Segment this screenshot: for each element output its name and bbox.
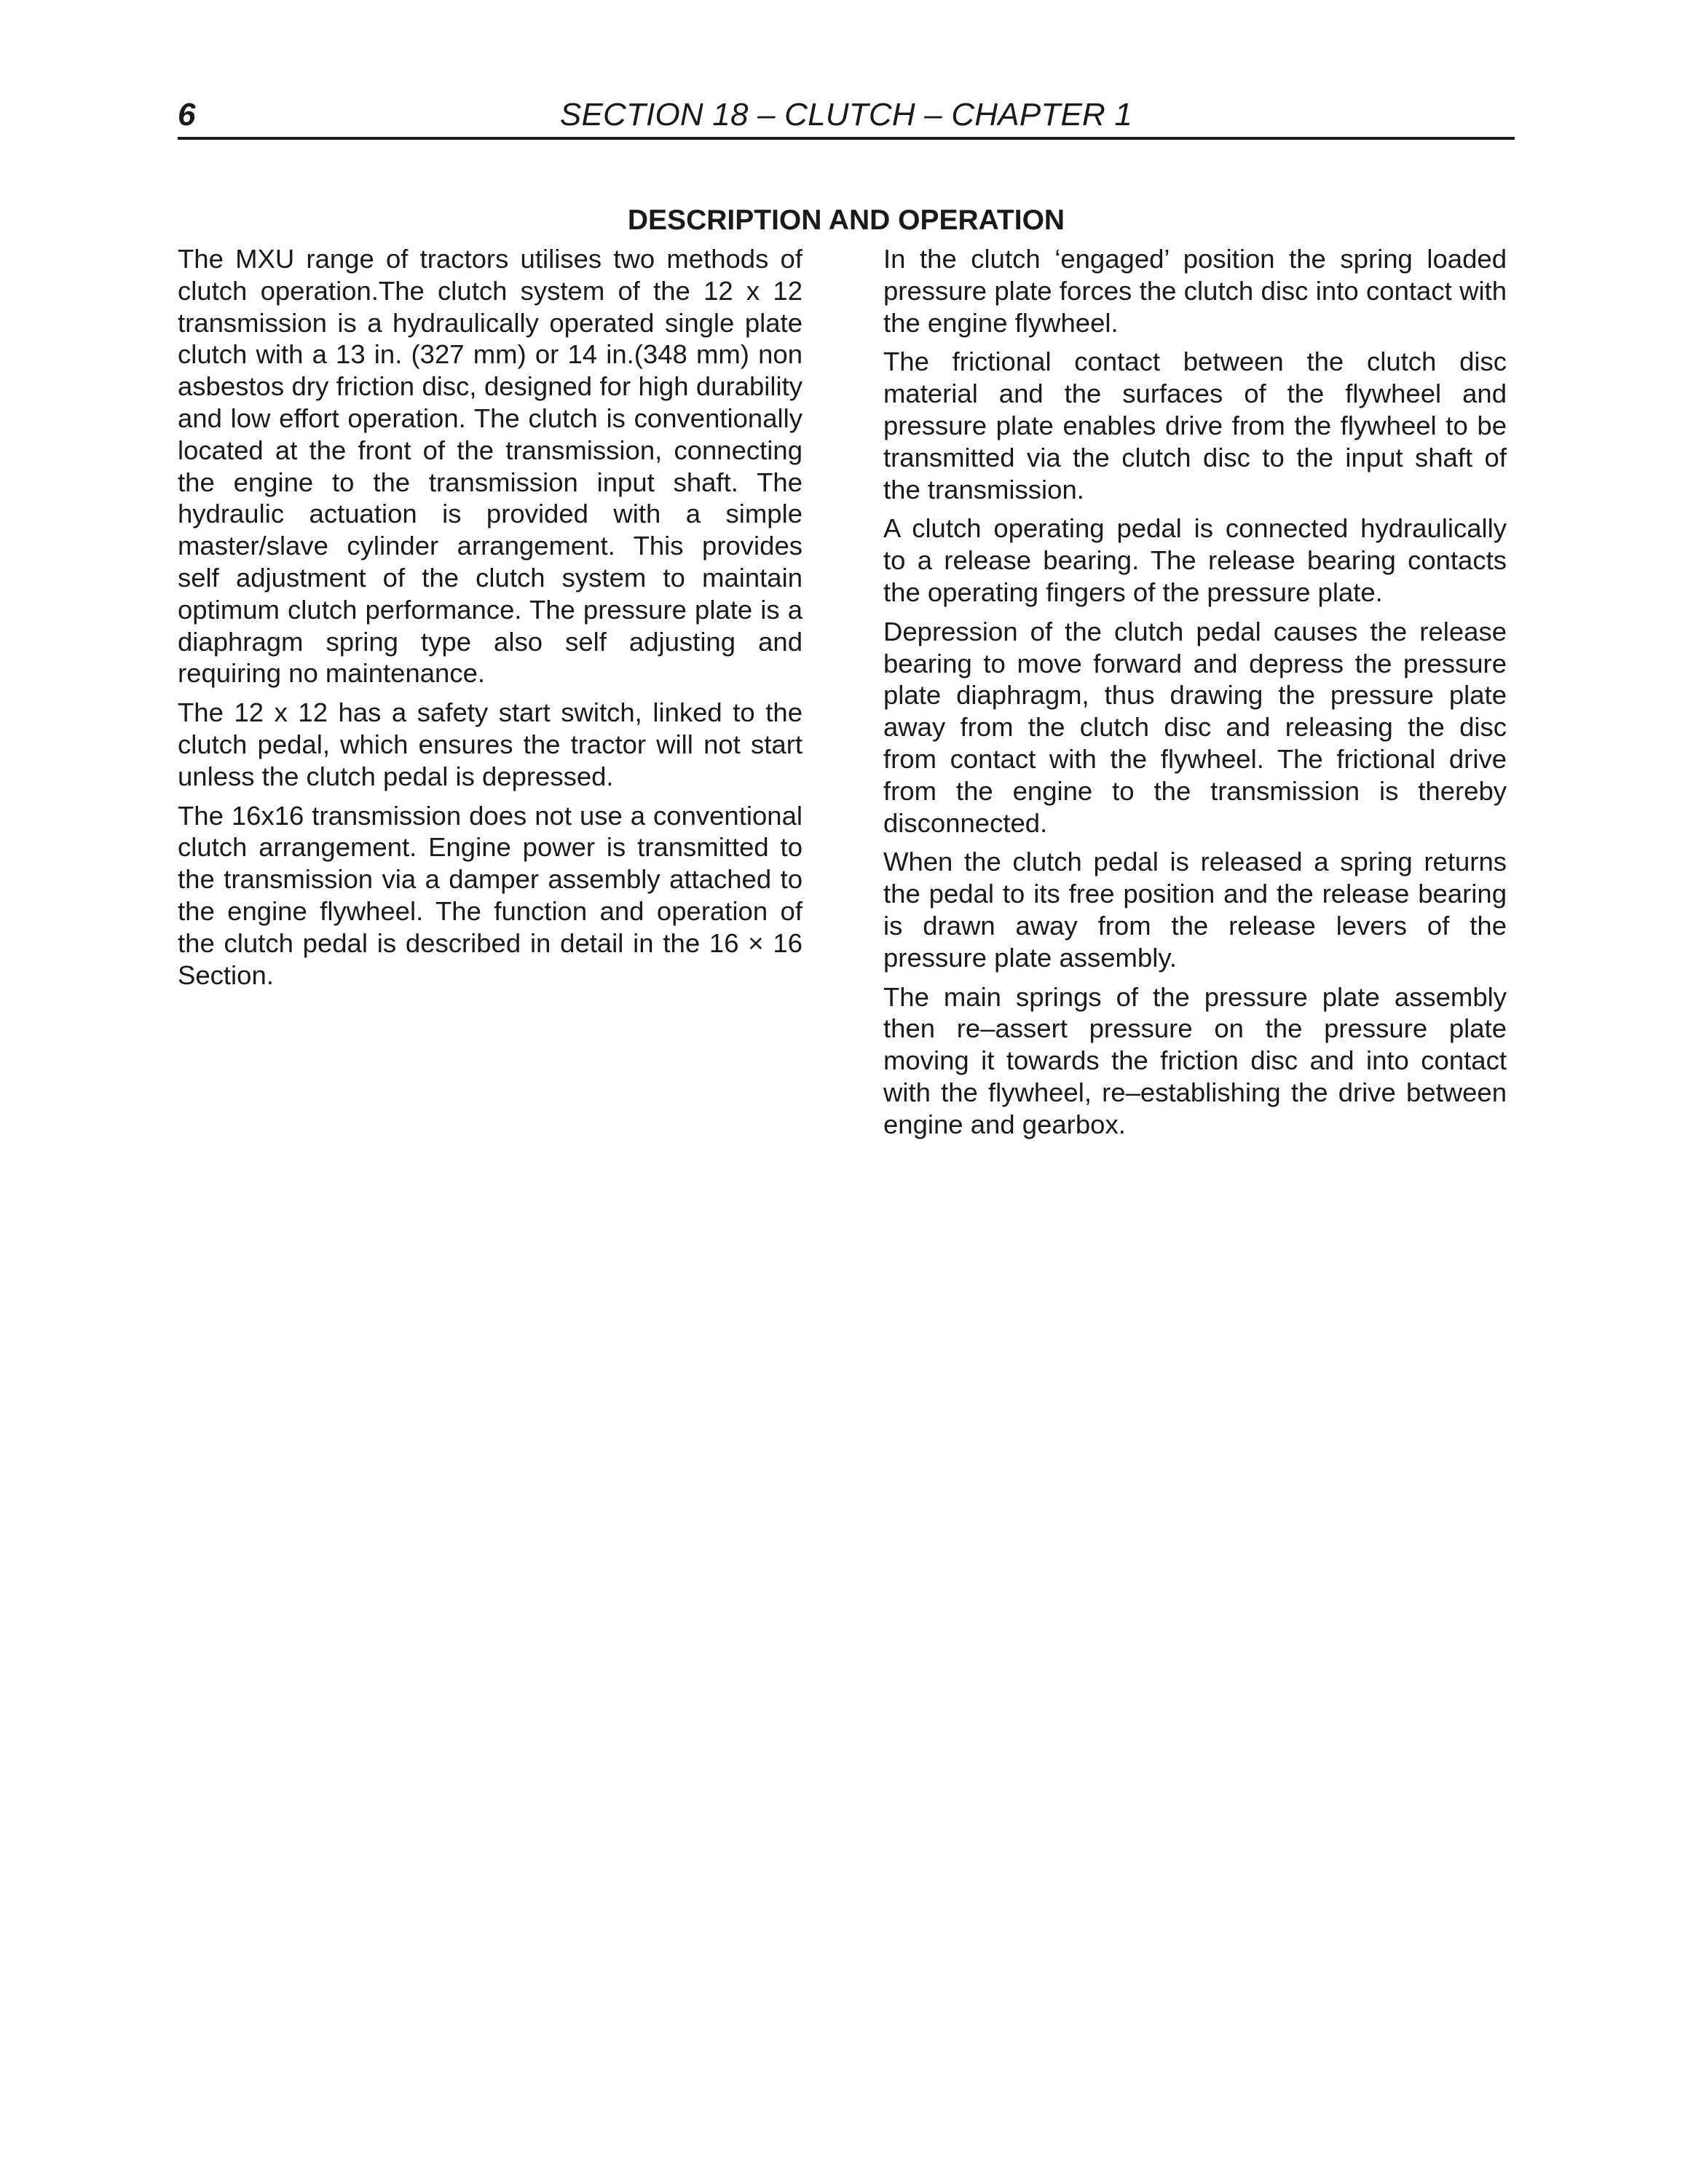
page-number: 6 bbox=[178, 97, 196, 132]
paragraph: The 12 x 12 has a safety start switch, linked to the clutch pedal, which ensures the tractor will not start unless the clutch pedal is depressed. bbox=[178, 697, 802, 791]
paragraph: A clutch operating pedal is connected hydraulically to a release bearing. The release bearing contacts the operating fingers of the pressure plate. bbox=[883, 513, 1507, 607]
page-header bbox=[178, 93, 1515, 140]
paragraph: Depression of the clutch pedal causes the release bearing to move forward and depress the pressure plate diaphragm, thus drawing the pressure plate away from the clutch disc and releasing the disc from contact with the flywheel. The frictional drive from the engine to the transmission is thereby disconnected. bbox=[883, 616, 1507, 838]
paragraph: When the clutch pedal is released a spring returns the pedal to its free position and the release bearing is drawn away from the release levers of the pressure plate assembly. bbox=[883, 847, 1507, 973]
paragraph: In the clutch ‘engaged’ position the spring loaded pressure plate forces the clutch disc into contact with the engine flywheel. bbox=[883, 244, 1507, 338]
paragraph: The main springs of the pressure plate assembly then re–assert pressure on the pressure plate moving it towards the friction disc and into contact with the flywheel, re–establishing the drive between engine and gearbox. bbox=[883, 981, 1507, 1139]
section-title: SECTION 18 – CLUTCH – CHAPTER 1 bbox=[559, 97, 1133, 132]
left-column bbox=[178, 243, 802, 998]
paragraph: The frictional contact between the clutch disc material and the surfaces of the flywheel and pressure plate enables drive from the flywheel to be transmitted via the clutch disc to the input shaft of the transmission. bbox=[883, 347, 1507, 505]
section-heading: DESCRIPTION AND OPERATION bbox=[627, 205, 1065, 236]
right-column bbox=[883, 243, 1507, 1148]
paragraph: The MXU range of tractors utilises two methods of clutch operation.The clutch system of the 12 x 12 transmission is a hydraulically operated single plate clutch with a 13 in. (327 mm) or 14 in.(348 mm) non asbestos dry friction disc, designed for high durability and low effort operation. The clutch is conventionally located at the front of the transmission, connecting the engine to the transmission input shaft. The hydraulic actuation is provided with a simple master/slave cylinder arrangement. This provides self adjustment of the clutch system to maintain optimum clutch performance. The pressure plate is a diaphragm spring type also self adjusting and requiring no maintenance. bbox=[178, 244, 802, 689]
paragraph: The 16x16 transmission does not use a conventional clutch arrangement. Engine power is transmitted to the transmission via a damper assembly attached to the engine flywheel. The function and operation of the clutch pedal is described in detail in the 16 × 16 Section. bbox=[178, 800, 802, 990]
